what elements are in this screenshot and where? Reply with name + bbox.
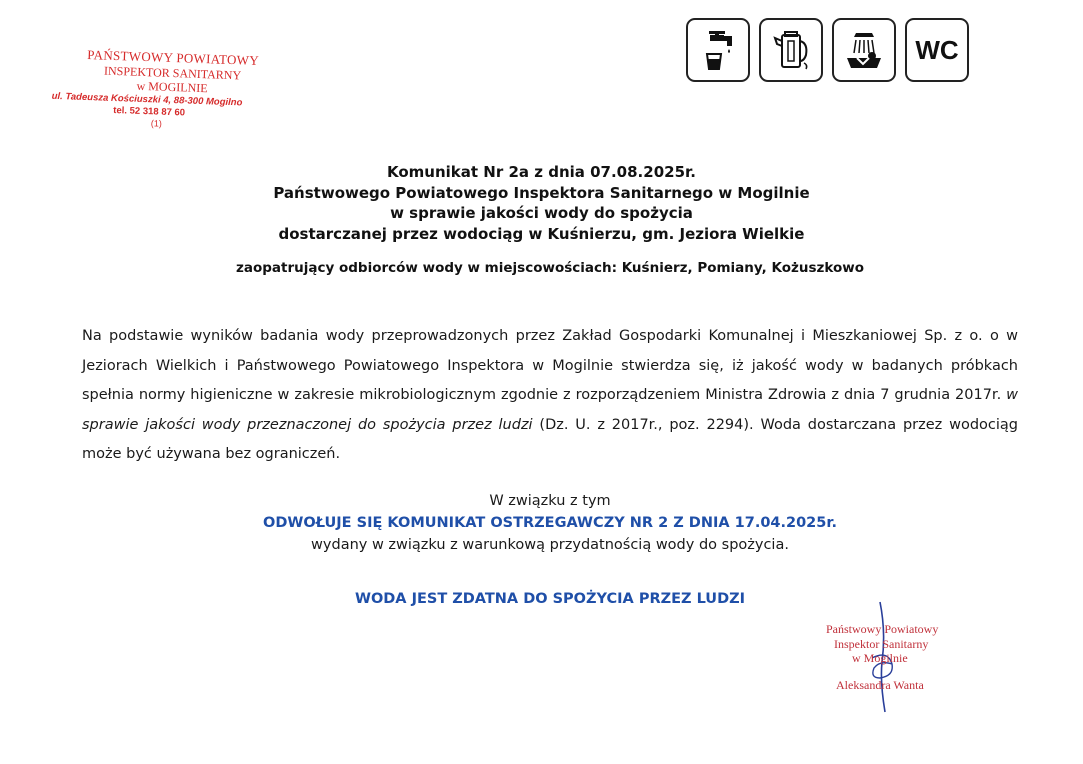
title-line-1: Komunikat Nr 2a z dnia 07.08.2025r. [387,163,696,181]
wc-label: WC [915,34,959,65]
body-part-1: Na podstawie wyników badania wody przeprowadzonych przez Zakład Gospodarki Komunalnej i Mieszkaniowej Sp. z o. o w Jeziorach Wielkich i Państwowego Powiatowego Inspektora w Mogilnie stwierdza się, iż jakość wody w badanych próbkach spełnia normy higieniczne w zakresie mikrobiologicznym zgodnie z rozporządzeniem Ministra Zdrowia z dnia 7 grudnia 2017r. [82,328,1018,403]
title-line-2: Państwowego Powiatowego Inspektora Sanitarnego w Mogilnie [273,183,810,202]
water-use-icons [686,18,969,82]
shower-icon [832,18,896,82]
final-statement: WODA JEST ZDATNA DO SPOŻYCIA PRZEZ LUDZI [354,591,746,607]
wc-icon [905,18,969,82]
water-tap-icon [686,18,750,82]
stamp-phone: tel. 52 318 87 60 [113,104,186,119]
signature-line-2: Inspektor Sanitarny [834,636,929,651]
regulation-title: w sprawie jakości wody przeznaczonej do spożycia przez ludzi [82,387,1018,433]
supplied-localities: zaopatrujący odbiorców wody w miejscowościach: Kuśnierz, Pomiany, Kożuszkowo [236,260,864,276]
signature-line-1: Państwowy Powiatowy [826,622,939,636]
stamp-line-3: w MOGILNIE [136,78,208,96]
body-part-2: (Dz. U. z 2017r., poz. 2294). Woda dostarczana przez wodociąg może być używana bez ograniczeń. [82,416,1018,462]
stamp-line-1: PAŃSTWOWY POWIATOWY [87,47,260,69]
inspector-stamp [51,46,294,134]
stamp-code: (1) [150,118,162,129]
title-line-4: dostarczanej przez wodociąg w Kuśnierzu, gm. Jeziora Wielkie [278,224,805,243]
revocation-notice [0,490,1083,556]
stamp-address: ul. Tadeusza Kościuszki 4, 88-300 Mogilno [51,90,243,109]
body-paragraph [82,322,1018,470]
notice-revoke: ODWOŁUJE SIĘ KOMUNIKAT OSTRZEGAWCZY NR 2 Z DNIA 17.04.2025r. [263,515,837,531]
signature-stamp [822,622,962,692]
title-line-3: w sprawie jakości wody do spożycia [390,204,693,222]
kettle-icon [759,18,823,82]
announcement-title [0,162,1083,244]
signatory-name: Aleksandra Wanta [836,677,924,692]
notice-reason: wydany w związku z warunkową przydatnością wody do spożycia. [311,537,789,553]
stamp-line-2: INSPEKTOR SANITARNY [103,63,242,83]
signature-line-3: w Mogilnie [852,651,908,665]
notice-intro: W związku z tym [489,493,611,509]
